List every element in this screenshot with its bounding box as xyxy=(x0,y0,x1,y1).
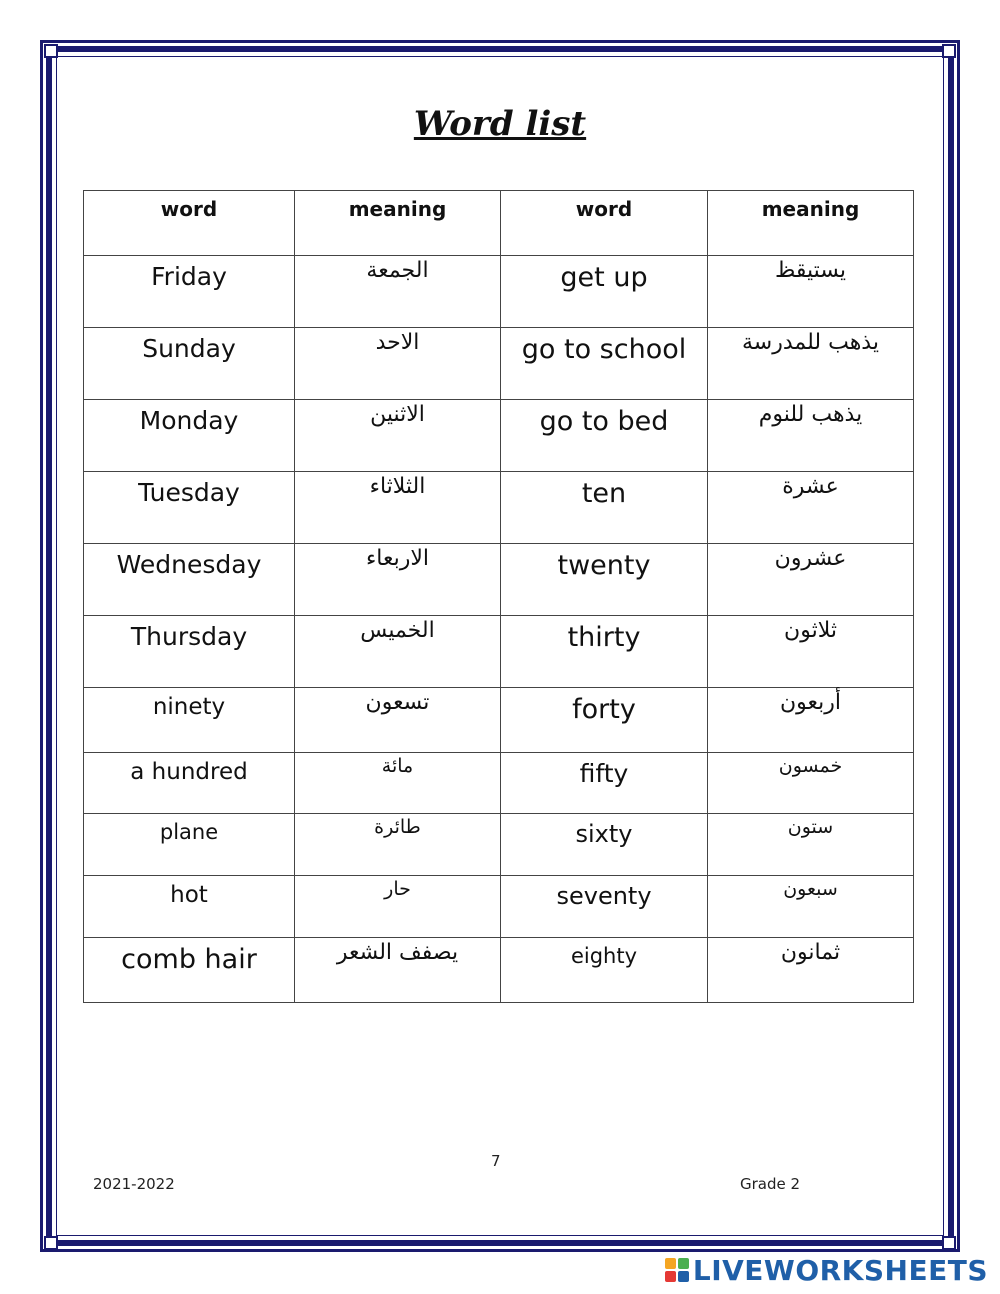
logo-text: LIVEWORKSHEETS xyxy=(692,1253,988,1287)
meaning-cell: عشرون xyxy=(708,544,914,616)
meaning-cell: الجمعة xyxy=(295,256,501,328)
word-cell: thirty xyxy=(501,616,708,688)
meaning-cell: الاثنين xyxy=(295,400,501,472)
meaning-cell: الاربعاء xyxy=(295,544,501,616)
meaning-cell: تسعون xyxy=(295,688,501,753)
table-row xyxy=(84,400,914,472)
table-row xyxy=(84,876,914,938)
meaning-cell: خمسون xyxy=(708,753,914,814)
corner-ornament xyxy=(44,1236,58,1250)
meaning-cell: ستون xyxy=(708,814,914,876)
header-meaning: meaning xyxy=(295,191,501,256)
table-row xyxy=(84,938,914,1003)
meaning-cell: الخميس xyxy=(295,616,501,688)
table-row xyxy=(84,688,914,753)
meaning-cell: الثلاثاء xyxy=(295,472,501,544)
school-year: 2021-2022 xyxy=(93,1175,175,1193)
word-cell: comb hair xyxy=(84,938,295,1003)
liveworksheets-logo xyxy=(665,1252,988,1288)
page-number: 7 xyxy=(491,1152,501,1170)
table-row xyxy=(84,256,914,328)
meaning-cell: طائرة xyxy=(295,814,501,876)
header-word: word xyxy=(501,191,708,256)
word-cell: Tuesday xyxy=(84,472,295,544)
table-row xyxy=(84,472,914,544)
page-title: Word list xyxy=(413,104,587,144)
table-row xyxy=(84,753,914,814)
table-row xyxy=(84,616,914,688)
word-cell: Sunday xyxy=(84,328,295,400)
word-cell: a hundred xyxy=(84,753,295,814)
word-cell: Wednesday xyxy=(84,544,295,616)
table-row xyxy=(84,328,914,400)
word-cell: forty xyxy=(501,688,708,753)
word-cell: ninety xyxy=(84,688,295,753)
meaning-cell: يصفف الشعر xyxy=(295,938,501,1003)
table-row xyxy=(84,544,914,616)
grade-label: Grade 2 xyxy=(740,1175,801,1193)
word-cell: fifty xyxy=(501,753,708,814)
logo-blocks-icon xyxy=(665,1258,689,1282)
word-list-table xyxy=(83,190,914,1003)
word-cell: get up xyxy=(501,256,708,328)
word-cell: eighty xyxy=(501,938,708,1003)
meaning-cell: ثلاثون xyxy=(708,616,914,688)
table-row xyxy=(84,814,914,876)
table-header-row xyxy=(84,191,914,256)
word-cell: ten xyxy=(501,472,708,544)
meaning-cell: يذهب للمدرسة xyxy=(708,328,914,400)
meaning-cell: يستيقظ xyxy=(708,256,914,328)
header-meaning: meaning xyxy=(708,191,914,256)
word-cell: seventy xyxy=(501,876,708,938)
word-cell: Monday xyxy=(84,400,295,472)
word-cell: go to school xyxy=(501,328,708,400)
meaning-cell: ثمانون xyxy=(708,938,914,1003)
word-cell: go to bed xyxy=(501,400,708,472)
word-cell: hot xyxy=(84,876,295,938)
word-cell: Friday xyxy=(84,256,295,328)
corner-ornament xyxy=(942,44,956,58)
meaning-cell: يذهب للنوم xyxy=(708,400,914,472)
header-word: word xyxy=(84,191,295,256)
meaning-cell: الاحد xyxy=(295,328,501,400)
meaning-cell: عشرة xyxy=(708,472,914,544)
meaning-cell: مائة xyxy=(295,753,501,814)
meaning-cell: أربعون xyxy=(708,688,914,753)
corner-ornament xyxy=(942,1236,956,1250)
meaning-cell: حار xyxy=(295,876,501,938)
word-cell: twenty xyxy=(501,544,708,616)
word-cell: plane xyxy=(84,814,295,876)
word-cell: sixty xyxy=(501,814,708,876)
meaning-cell: سبعون xyxy=(708,876,914,938)
corner-ornament xyxy=(44,44,58,58)
word-cell: Thursday xyxy=(84,616,295,688)
